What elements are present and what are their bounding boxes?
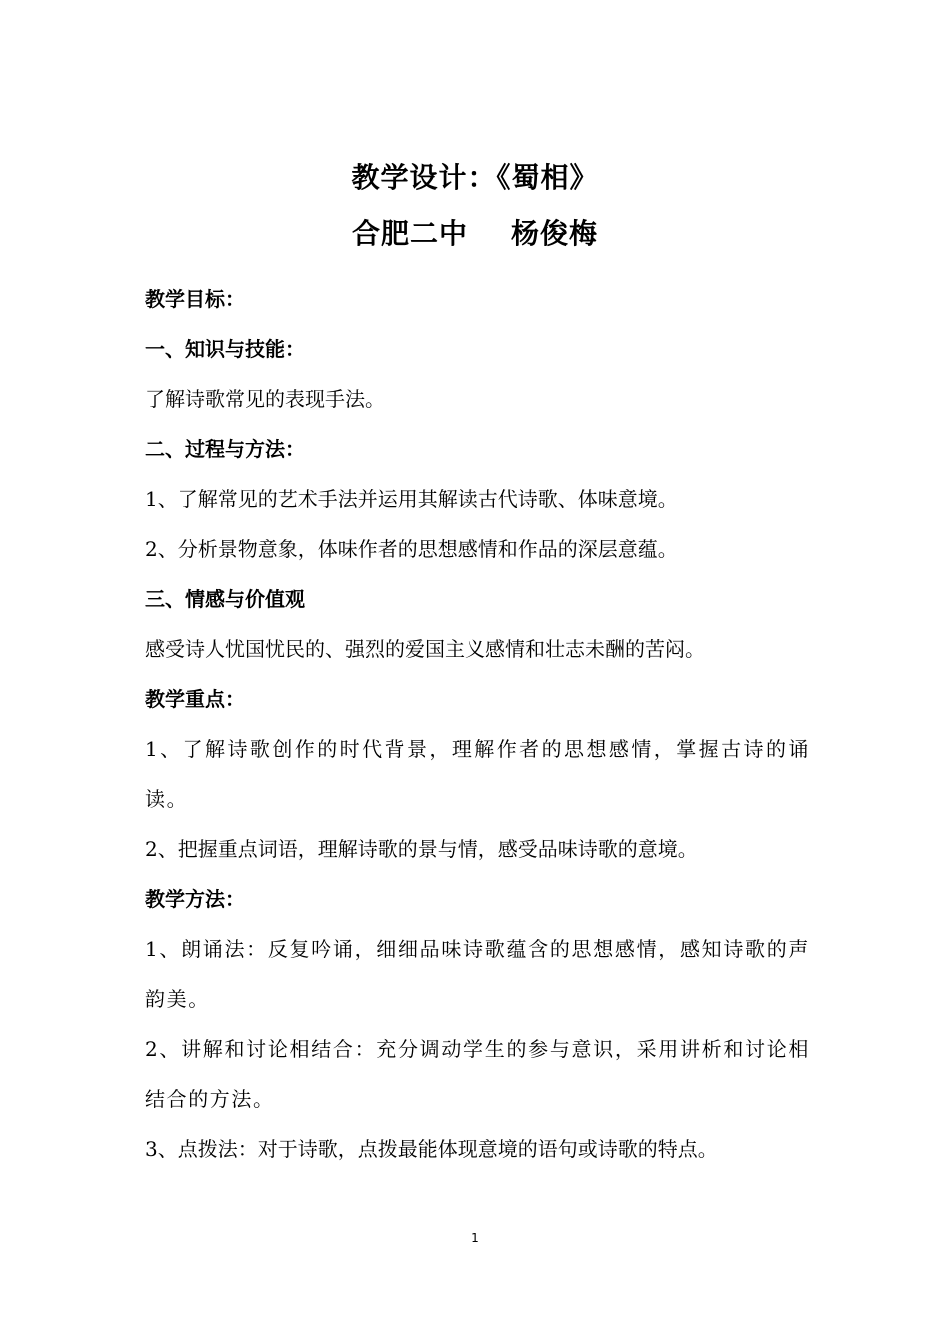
process-item: 2、分析景物意象，体味作者的思想感情和作品的深层意蕴。 (145, 537, 678, 561)
page-number: 1 (471, 1231, 479, 1245)
process-item: 1、了解常见的艺术手法并运用其解读古代诗歌、体味意境。 (145, 487, 678, 511)
emotion-heading: 三、情感与价值观 (145, 587, 305, 611)
objectives-heading: 教学目标： (145, 287, 245, 311)
emotion-text: 感受诗人忧国忧民的、强烈的爱国主义感情和壮志未酬的苦闷。 (145, 637, 705, 661)
document-title: 教学设计：《蜀相》 (351, 161, 599, 194)
method-item: 2、讲解和讨论相结合：充分调动学生的参与意识，采用讲析和讨论相结合的方法。 (145, 1037, 810, 1111)
knowledge-text: 了解诗歌常见的表现手法。 (145, 387, 385, 411)
document-subtitle: 合肥二中 杨俊梅 (352, 217, 598, 250)
key-point-item: 1、了解诗歌创作的时代背景，理解作者的思想感情，掌握古诗的诵读。 (145, 737, 810, 811)
process-heading: 二、过程与方法： (145, 437, 305, 461)
key-points-heading: 教学重点： (145, 687, 245, 711)
methods-heading: 教学方法： (145, 887, 245, 911)
knowledge-heading: 一、知识与技能： (145, 337, 305, 361)
method-item: 1、朗诵法：反复吟诵，细细品味诗歌蕴含的思想感情，感知诗歌的声韵美。 (145, 937, 810, 1011)
document-body (145, 274, 810, 1174)
title-block (0, 150, 950, 262)
method-item: 3、点拨法：对于诗歌，点拨最能体现意境的语句或诗歌的特点。 (145, 1137, 718, 1161)
key-point-item: 2、把握重点词语，理解诗歌的景与情，感受品味诗歌的意境。 (145, 837, 698, 861)
